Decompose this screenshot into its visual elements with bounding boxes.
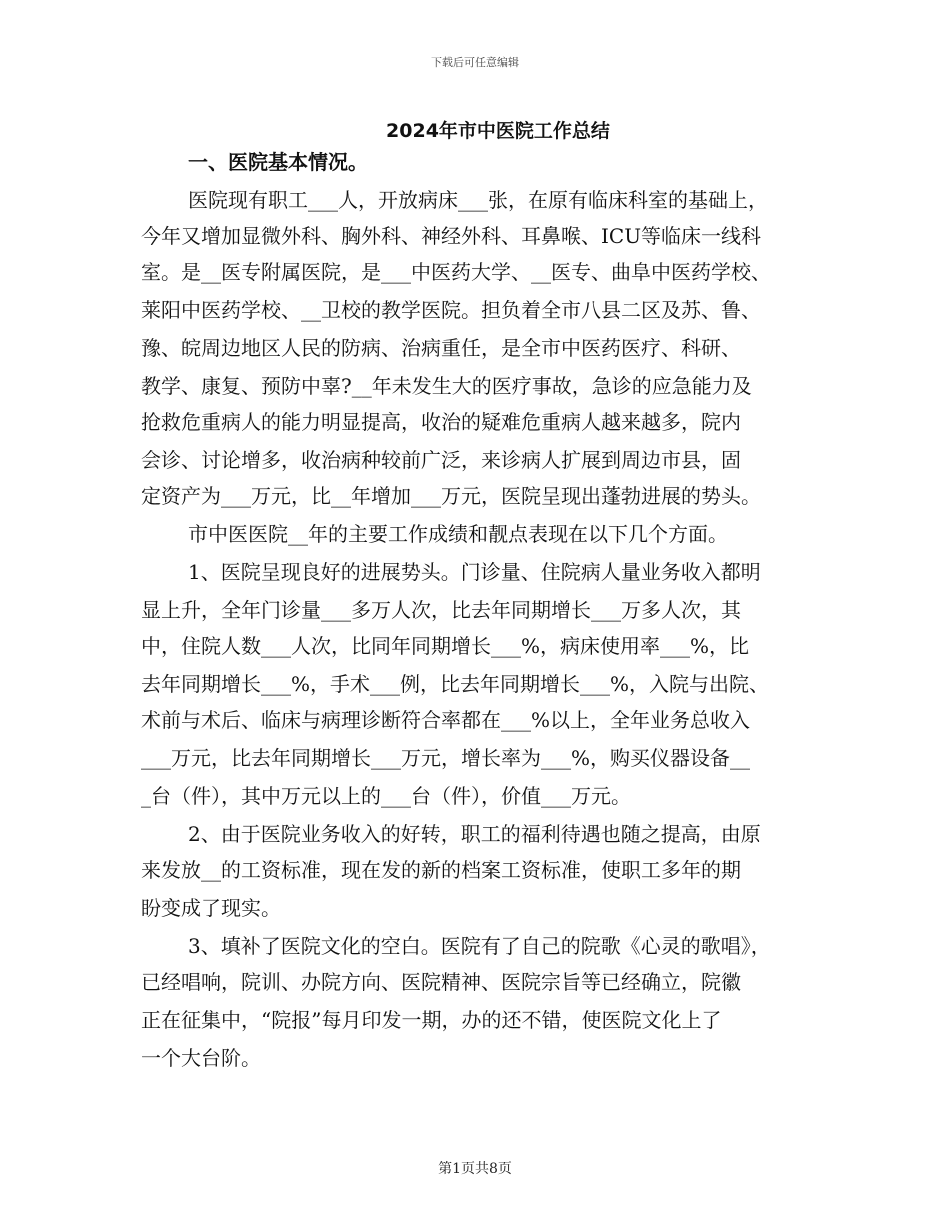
paragraph-line: 来发放__的工资标准，现在发的新的档案工资标准，使职工多年的期: [141, 858, 741, 882]
page-footer: 第1页共8页: [438, 1161, 512, 1177]
paragraph-line: 术前与术后、临床与病理诊断符合率都在___%以上，全年业务总收入: [141, 708, 751, 732]
paragraph-line: 盼变成了现实。: [141, 896, 281, 920]
paragraph-line: 医院现有职工___人，开放病床___张，在原有临床科室的基础上，: [188, 188, 768, 212]
paragraph-line: 抢救危重病人的能力明显提高，收治的疑难危重病人越来越多，院内: [141, 410, 741, 434]
paragraph-line: ___万元，比去年同期增长___万元，增长率为___%，购买仪器设备__: [141, 746, 751, 770]
paragraph-line: 1、医院呈现良好的进展势头。门诊量、住院病人量业务收入都明: [188, 560, 761, 584]
paragraph-line: 定资产为___万元，比__年增加___万元，医院呈现出蓬勃进展的势头。: [141, 484, 761, 508]
paragraph-line: _台（件），其中万元以上的___台（件），价值___万元。: [141, 784, 631, 808]
paragraph-line: 显上升，全年门诊量___多万人次，比去年同期增长___万多人次，其: [141, 598, 741, 622]
paragraph-line: 中，住院人数___人次，比同年同期增长___%，病床使用率___%，比: [141, 634, 750, 658]
section-heading: 一、医院基本情况。: [188, 150, 368, 174]
paragraph-line: 去年同期增长___%，手术___例，比去年同期增长___%，入院与出院、: [141, 672, 770, 696]
paragraph-line: 3、填补了医院文化的空白。医院有了自己的院歌《心灵的歌唱》，: [188, 934, 771, 958]
header-note: 下载后可任意编辑: [431, 56, 519, 69]
paragraph-line: 2、由于医院业务收入的好转，职工的福利待遇也随之提高，由原: [188, 822, 761, 846]
paragraph-line: 室。是__医专附属医院，是___中医药大学、__医专、曲阜中医药学校、: [141, 260, 771, 284]
paragraph-line: 会诊、讨论增多，收治病种较前广泛，来诊病人扩展到周边市县，固: [141, 448, 741, 472]
paragraph-line: 一个大台阶。: [141, 1046, 261, 1070]
paragraph-line: 市中医医院__年的主要工作成绩和靓点表现在以下几个方面。: [188, 522, 728, 546]
paragraph-line: 正在征集中，“院报”每月印发一期，办的还不错，使医院文化上了: [141, 1008, 722, 1032]
paragraph-line: 今年又增加显微外科、胸外科、神经外科、耳鼻喉、ICU等临床一线科: [141, 224, 762, 248]
paragraph-line: 已经唱响，院训、办院方向、医院精神、医院宗旨等已经确立，院徽: [141, 970, 741, 994]
paragraph-line: 教学、康复、预防中辜?__年未发生大的医疗事故，急诊的应急能力及: [141, 374, 752, 398]
paragraph-line: 莱阳中医药学校、__卫校的教学医院。担负着全市八县二区及苏、鲁、: [141, 298, 761, 322]
document-title: 2024年市中医院工作总结: [386, 120, 610, 142]
paragraph-line: 豫、皖周边地区人民的防病、治病重任，是全市中医药医疗、科研、: [141, 336, 741, 360]
